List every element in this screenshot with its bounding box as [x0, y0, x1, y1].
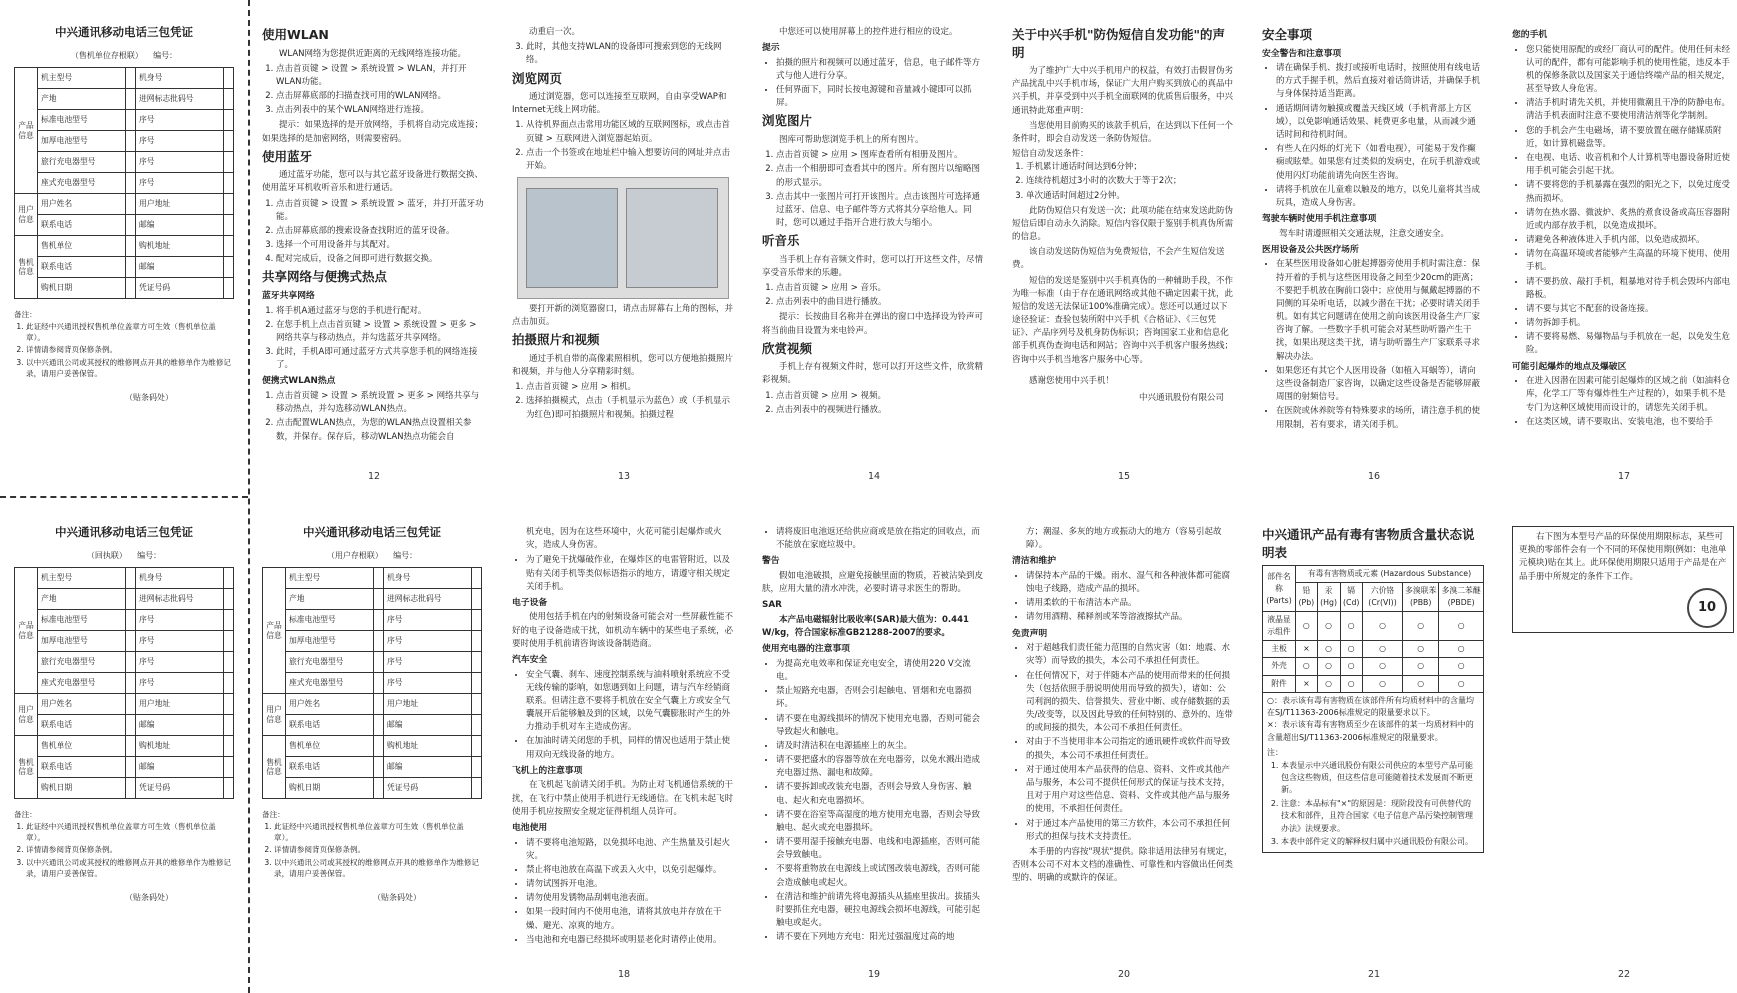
page-13: 动重启一次。 3. 此时，其他支持WLAN的设备即可搜索到您的无线网络。 浏览网页 通过浏览器，您可以连接至互联网，自由享受WAP和Internet无线上网功能。 1. 从待机界面点击常用功能区域的互联网图标，或点击首页键 > 互联网进入浏览器起始页。 2. 点击一个书签或在地址栏中输入想要访问的网址并点击开始。 要打开新的浏览器窗口，请点击屏幕右上角的图标，并点击加页。 拍摄照片和视频 通过手机自带的高像素照相机，您可以方便地拍摄照片和视频，并与他人分享精彩时刻。 1. 点击首页键 > 应用 > 相机。 2. 选择拍摄模式，点击（手机显示为蓝色）或（手机显示为红色)即可拍摄照片和视频。拍摄过程	[512, 26, 734, 466]
page-15: 关于中兴手机"防伪短信自发功能"的声明 为了维护广大中兴手机用户的权益，有效打击假冒伪劣产品扰乱中兴手机市场，保证广大用户购买到放心的真品中兴手机，并享受到中兴手机全面联网的优质售后服务，中兴通讯特此郑重声明： 当您使用目前购买的该款手机后，在达到以下任何一个条件时，即会自动发送一条防伪短信。 短信自动发送条件： 1. 手机累计通话时间达到6分钟； 2. 连续待机超过3小时的次数大于等于2次； 3. 单次通话时间超过2分钟。 此防伪短信只有发送一次；此项功能在结束发送此防伪短信后即自动永久消除。短信内容仅限于鉴别手机真伪所需的信息。 该自动发送防伪短信为免费短信，不会产生短信发送费。 短信的发送是鉴别中兴手机真伪的一种辅助手段，不作为唯一标准（由于存在通讯网络或其他不确定因素干扰，此短信的发送无法保证100%准确完成）。您还可以通过以下途径验证：查验包装所附中兴手机《合格证》、《三包凭证》、产品序列号及机身防伪标识；咨询国家工业和信息化部手机真伪查询电话和网站；咨询中兴手机客户服务热线；咨询中兴手机当地客户服务中心等。 感谢您使用中兴手机！ 中兴通讯股份有限公司	[1012, 26, 1234, 466]
page-12: 使用WLAN WLAN网络为您提供近距离的无线网络连接功能。 1. 点击首页键 > 设置 > 系统设置 > WLAN，并打开WLAN功能。 2. 点击屏幕底部的扫描查找可用的WLAN网络。 3. 点击列表中的某个WLAN网络进行连接。 提示：如果选择的是开放网络，手机将自动完成连接；如果选择的是加密网络，则需要密码。 使用蓝牙 通过蓝牙功能，您可以与其它蓝牙设备进行数据交换、使用蓝牙耳机收听音乐和进行通话。 1. 点击首页键 > 设置 > 系统设置 > 蓝牙，并打开蓝牙功能。 2. 点击屏幕底部的搜索设备查找附近的蓝牙设备。 3. 选择一个可用设备并与其配对。 4. 配对完成后，设备之间即可进行数据交换。 共享网络与便携式热点 蓝牙共享网络 1. 将手机A通过蓝牙与您的手机进行配对。 2. 在您手机上点击首页键 > 设置 > 系统设置 > 更多 > 网络共享与移动热点，并勾选蓝牙共享网络。 3. 此时，手机A即可通过蓝牙方式共享您手机的网络连接了。 便携式WLAN热点 1. 点击首页键 > 设置 > 系统设置 > 更多 > 网络共享与移动热点，并勾选移动WLAN热点。 2. 点击配置WLAN热点，为您的WLAN热点设置相关参数，并保存。保存后，移动WLAN热点功能会自	[262, 26, 484, 466]
eco-period-badge-icon: 10	[1687, 588, 1727, 628]
page-number: 14	[867, 471, 881, 482]
voucher-title: 中兴通讯移动电话三包凭证	[303, 525, 441, 539]
voucher-table: 产品信息 机主型号 机身号 产地 进网标志批码号 标准电池型号 序号 加厚电池型号 序号 旅行充电器型号 序号 座式充电器型号 序号 用户信息 用户姓名 用户地址 联系电话 邮编 售机信息 售机单位 购机地址 联系电话 邮编 购机日期 凭证号码	[262, 567, 482, 799]
voucher-sub-right: 编号：	[153, 50, 178, 60]
cut-line-horizontal	[0, 496, 248, 498]
page-number: 15	[1117, 471, 1131, 482]
voucher-top	[14, 24, 234, 464]
voucher-notes: 备注： 1. 此证经中兴通讯授权售机单位盖章方可生效（售机单位盖章）。 2. 详情请参阅背页保修条例。 3. 以中兴通讯公司或其授权的维修网点开具的维修单作为维修记录，请用户妥善保管。	[262, 809, 482, 879]
page-21: 中兴通讯产品有毒有害物质含量状态说明表 部件名称(Parts) 有毒有害物质或元素 (Hazardous Substance) 铅(Pb) 汞(Hg) 镉(Cd) 六价铬(Cr(VI)) 多溴联苯(PBB) 多溴二苯醚(PBDE) 液晶显示组件 ○ ○ ○ ○ ○ ○ 主板 × ○ ○ ○ ○ ○ 外壳 ○ ○ ○ ○ ○ ○ 附件 × ○ ○ ○ ○ ○ ○：表示该有毒有害物质在该部件所有均质材料中的含量均在SJ/T11363-2006标准规定的限量要求以下。 ×：表示该有毒有害物质至少在该部件的某一均质材料中的含量超出SJ/T11363-2006标准规定的限量要求。 注： 1. 本表显示中兴通讯股份有限公司供应的本型号产品可能包含这些物质，但这些信息可能随着技术发展而不断更新。 2. 注意：本品标有"×"的原因是：现阶段没有可供替代的技术和部件，且符合国家《电子信息产品污染控制管理办法》法规要求。 3. 本表中部件定义的解释权归属中兴通讯股份有限公司。	[1262, 526, 1484, 962]
eco-notice-box: 右下图为本型号产品的环保使用期限标志，某些可更换的零部件会有一个不同的环保使用期(例如：电池单元模块)贴在其上。此环保使用期限只适用于产品是在产品手册中所规定的条件下工作。 10	[1512, 526, 1734, 633]
voucher-table: 产品信息 机主型号 机身号 产地 进网标志批码号 标准电池型号 序号 加厚电池型号 序号 旅行充电器型号 序号 座式充电器型号 序号 用户信息 用户姓名 用户地址 联系电话 邮编 售机信息 售机单位 购机地址 联系电话 邮编 购机日期 凭证号码	[14, 567, 234, 799]
barcode-placeholder: （贴条码处）	[125, 392, 173, 402]
page-19: • 请将废旧电池返还给供应商或是放在指定的回收点，而不能放在家庭垃圾中。 警告 假如电池破损，应避免接触里面的物质，若被沾染到皮肤，应用大量的清水冲洗，必要时请寻求医生的帮助。 SAR 本产品电磁辐射比吸收率(SAR)最大值为：0.441 W/kg，符合国家标准GB21288-2007的要求。 使用充电器的注意事项 • 为提高充电效率和保证充电安全，请使用220 V交流电。 • 禁止短路充电器，否则会引起触电、冒烟和充电器损坏。 • 请不要在电源线损坏的情况下使用充电器，否则可能会导致起火和触电。 • 请及时清洁积在电源插座上的灰尘。 • 请不要把盛水的容器等放在充电器旁，以免水溅出造成充电器过热、漏电和故障。 • 请不要拆卸或改装充电器，否则会导致人身伤害、触电、起火和充电器损坏。 • 请不要在浴室等高湿度的地方使用充电器，否则会导致触电、起火或充电器损坏。 • 请不要用湿手接触充电器、电线和电源插座，否则可能会导致触电。 • 不要将重物放在电源线上或试图改装电源线，否则可能会造成触电或起火。 • 在清洁和维护前请先将电源插头从插座里拔出。拔插头时要抓住充电器，硬拉电源线会损坏电源线，可能引起触电或起火。 • 请不要在下列地方充电：阳光过强温度过高的地	[762, 526, 984, 962]
page-16: 安全事项 安全警告和注意事项 • 请在确保手机、拨打或接听电话时，按照使用有线电话的方式手握手机，然后直接对着话筒讲话，并确保手机与身体保持适当距离。 • 通话期间请勿触摸或覆盖天线区域（手机背部上方区域），以免影响通话效果、耗费更多电量，从而减少通话时间和待机时间。 • 有些人在闪烁的灯光下（如看电视），可能易于发作癫痫或眩晕。如果您有过类似的发病史，在玩手机游戏或使用闪灯功能前请先向医生咨询。 • 请将手机放在儿童难以触及的地方，以免儿童将其当成玩具，造成人身伤害。 驾驶车辆时使用手机注意事项 驾车时请遵照相关交通法规，注意交通安全。 医用设备及公共医疗场所 • 在某些医用设备如心脏起搏器旁使用手机时需注意：保持开着的手机与这些医用设备之间至少20cm的距离；不要把手机放在胸前口袋中；应使用与佩戴起搏器的不同侧的耳朵听电话，以减少潜在干扰；必要时请关闭手机。如有其它问题请在使用之前向该医用设备生产厂家咨询了解。一些数字手机可能会对某些助听器产生干扰，如果出现这类干扰，请与助听器生产厂家联系寻求解决办法。 • 如果您还有其它个人医用设备（如植入耳蜗等），请向这些设备制造厂家咨询，以确定这些设备是否能够屏蔽周围的射频信号。 • 在医院或休养院等有特殊要求的场所，请注意手机的使用限制，若有要求，请关闭手机。	[1262, 26, 1484, 466]
barcode-placeholder: （贴条码处）	[125, 892, 173, 902]
voucher-table: 产品信息 机主型号 机身号 产地 进网标志批码号 标准电池型号 序号 加厚电池型号 序号 旅行充电器型号 序号 座式充电器型号 序号 用户信息 用户姓名 用户地址 联系电话 邮编 售机信息 售机单位 购机地址 联系电话 邮编 购机日期 凭证号码	[14, 67, 234, 299]
page-number: 22	[1617, 969, 1631, 980]
table-row: 外壳 ○ ○ ○ ○ ○ ○	[1263, 658, 1484, 675]
voucher-sub-left: （售机单位存根联）	[70, 50, 143, 60]
table-row: 主板 × ○ ○ ○ ○ ○	[1263, 641, 1484, 658]
voucher-notes: 备注： 1. 此证经中兴通讯授权售机单位盖章方可生效（售机单位盖章）。 2. 详情请参阅背页保修条例。 3. 以中兴通讯公司或其授权的维修网点开具的维修单作为维修记录，请用户妥善保管。	[14, 809, 234, 879]
page-number: 13	[617, 471, 631, 482]
page-22	[1512, 526, 1734, 962]
page-number: 20	[1117, 969, 1131, 980]
page-number: 17	[1617, 471, 1631, 482]
page-18: 机充电，因为在这些环境中，火花可能引起爆炸或火灾，造成人身伤害。 • 为了避免干扰爆破作业，在爆炸区的电雷管附近，以及贴有关闭手机等类似标语指示的地方，请遵守相关规定关闭手机。 电子设备 使用包括手机在内的射频设备可能会对一些屏蔽性能不好的电子设备造成干扰，如机动车辆中的某些电子系统，必要时使用手机前请咨询该设备制造商。 汽车安全 • 安全气囊、刹车、速度控制系统与油料喷射系统应不受无线传输的影响，如您遇到如上问题，请与汽车经销商联系。但请注意不要将手机放在安全气囊上方或安全气囊展开后能够触及到的区域，以免气囊膨胀时产生的外力推动手机对车主造成伤害。 • 在加油时请关闭您的手机，同样的情况也适用于禁止使用双向无线设备的地方。 飞机上的注意事项 在飞机起飞前请关闭手机。为防止对飞机通信系统的干扰，在飞行中禁止使用手机进行无线通信。在飞机未起飞时使用手机应按照安全规定征得机组人员许可。 电池使用 • 请不要将电池短路，以免损坏电池、产生热量及引起火灾。 • 禁止将电池放在高温下或丢入火中，以免引起爆炸。 • 请勿试图拆开电池。 • 请勿使用发锈物品刮刺电池表面。 • 如果一段时间内不使用电池，请将其放电并存放在干燥、避光、凉爽的地方。 • 当电池和充电器已经损坏或明显老化时请停止使用。	[512, 526, 734, 962]
page-number: 18	[617, 969, 631, 980]
page-14: 中您还可以使用屏幕上的控件进行相应的设定。 提示 • 拍摄的照片和视频可以通过蓝牙，信息，电子邮件等方式与他人进行分享。 • 任何界面下，同时长按电源键和音量减小键即可以抓屏。 浏览图片 图库可帮助您浏览手机上的所有图片。 1. 点击首页键 > 应用 > 图库查看所有相册及图片。 2. 点击一个相册即可查看其中的图片。所有图片以缩略图的形式显示。 3. 点击其中一张图片可打开该图片。点击该图片可选择通过蓝牙、信息、电子邮件等方式将其分享给他人。同时，您可以通过手指开合进行放大与缩小。 听音乐 当手机上存有音频文件时，您可以打开这些文件，尽情享受音乐带来的乐趣。 1. 点击首页键 > 应用 > 音乐。 2. 点击列表中的曲目进行播放。 提示：长按曲目名称并在弹出的窗口中选择设为铃声可将当前曲目设置为来电铃声。 欣赏视频 手机上存有视频文件时，您可以打开这些文件，欣赏精彩视频。 1. 点击首页键 > 应用 > 视频。 2. 点击列表中的视频进行播放。	[762, 26, 984, 466]
browser-gesture-image	[517, 177, 729, 299]
cut-line-vertical	[248, 0, 250, 993]
table-row: 液晶显示组件 ○ ○ ○ ○ ○ ○	[1263, 612, 1484, 641]
hazard-table: 部件名称(Parts) 有毒有害物质或元素 (Hazardous Substance) 铅(Pb) 汞(Hg) 镉(Cd) 六价铬(Cr(VI)) 多溴联苯(PBB) 多溴二苯醚(PBDE) 液晶显示组件 ○ ○ ○ ○ ○ ○ 主板 × ○ ○ ○ ○ ○ 外壳 ○ ○ ○ ○ ○ ○ 附件 × ○ ○ ○ ○ ○	[1262, 565, 1484, 693]
barcode-placeholder: （贴条码处）	[373, 892, 421, 902]
voucher-title: 中兴通讯移动电话三包凭证	[55, 25, 193, 39]
page-20: 方；潮湿、多灰的地方或振动大的地方（容易引起故障）。 清洁和维护 • 请保持本产品的干燥。雨水、湿气和各种液体都可能腐蚀电子线路，造成产品的损坏。 • 请用柔软的干布清洁本产品。 • 请勿用酒精、稀释剂或苯等溶液擦拭产品。 免责声明 • 对于超越我们责任能力范围的自然灾害（如：地震、水灾等）而导致的损失，本公司不承担任何责任。 • 在任何情况下，对于伴随本产品的使用而带来的任何损失（包括依照手册说明使用而导致的损失），诸如：公司利润的损失、信誉损失、营业中断、或存储数据的丢失/改变等，以及因此导致的任何特别的、意外的、连带的或间接的损失，本公司不承担任何责任。 • 对由于不当使用非本公司指定的通讯硬件或软件而导致的损失，本公司不承担任何责任。 • 对于通过使用本产品获得的信息、资料、文件或其他产品与服务，本公司不提供任何形式的保证与技术支持，且对于用户对这些信息、资料、文件或其他产品与服务的使用，不承担任何责任。 • 对于通过本产品使用的第三方软件，本公司不承担任何形式的担保与技术支持责任。 本手册的内容按"现状"提供。除非适用法律另有规定，否则本公司不对本文档的准确性、可靠性和内容做出任何类型的、明确的或默许的保证。	[1012, 526, 1234, 962]
voucher-title: 中兴通讯移动电话三包凭证	[55, 525, 193, 539]
page-17: 您的手机 • 您只能使用原配的或经厂商认可的配件。使用任何未经认可的配件，都有可能影响手机的使用性能，违反本手机的保修条款以及国家关于通信终端产品的相关规定，甚至导致人身危害。 • 清洁手机时请先关机，并使用微潮且干净的防静电布。清洁手机表面时注意不要使用清洁剂等化学制剂。 • 您的手机会产生电磁场，请不要放置在磁存储媒质附近，如计算机磁盘等。 • 在电视、电话、收音机和个人计算机等电器设备附近使用手机可能会引起干扰。 • 请不要将您的手机暴露在强烈的阳光之下，以免过度受热而损坏。 • 请勿在热水器、微波炉、炙热的煮食设备或高压容器附近或内部存放手机，以免造成损坏。 • 请避免各种液体进入手机内部，以免造成损坏。 • 请勿在高温环境或者能够产生高温的环境下使用、使用手机。 • 请不要扔放、敲打手机，粗暴地对待手机会毁坏内部电路板。 • 请不要与其它不配套的设备连接。 • 请勿拆卸手机。 • 请不要将易燃、易爆物品与手机放在一起，以免发生危险。 可能引起爆炸的地点及爆破区 • 在进入因潜在因素可能引起爆炸的区域之前（如油料仓库，化学工厂等有爆炸性生产过程的），如果手机不是专门为这种区域使用而设计的，请您先关闭手机。 • 在这类区域，请不要取出、安装电池，也不要给手	[1512, 26, 1734, 466]
table-row: 附件 × ○ ○ ○ ○ ○	[1263, 675, 1484, 692]
page-number: 16	[1367, 471, 1381, 482]
voucher-bottom-left: 中兴通讯移动电话三包凭证 （回执联） 编号： 产品信息 机主型号 机身号 产地 进网标志批码号 标准电池型号 序号 加厚电池型号 序号 旅行充电器型号 序号 座式充电器型号 序号 用户信息 用户姓名 用户地址 联系电话 邮编 售机信息 售机单位 购机地址 联系电话 邮编 购机日期 凭证号码 备注： 1. 此证经中兴通讯授权售机单位盖章方可生效（售机单位盖章）。 2. 详情请参阅背页保修条例。 3. 以中兴通讯公司或其授权的维修网点开具的维修单作为维修记录，请用户妥善保管。 （贴条码处）	[14, 524, 234, 964]
voucher-notes: 备注： 1. 此证经中兴通讯授权售机单位盖章方可生效（售机单位盖章）。 2. 详情请参阅背页保修条例。 3. 以中兴通讯公司或其授权的维修网点开具的维修单作为维修记录，请用户妥善保管。	[14, 309, 234, 379]
voucher-user-copy: 中兴通讯移动电话三包凭证 （用户存根联） 编号： 产品信息 机主型号 机身号 产地 进网标志批码号 标准电池型号 序号 加厚电池型号 序号 旅行充电器型号 序号 座式充电器型号 序号 用户信息 用户姓名 用户地址 联系电话 邮编 售机信息 售机单位 购机地址 联系电话 邮编 购机日期 凭证号码 备注： 1. 此证经中兴通讯授权售机单位盖章方可生效（售机单位盖章）。 2. 详情请参阅背页保修条例。 3. 以中兴通讯公司或其授权的维修网点开具的维修单作为维修记录，请用户妥善保管。 （贴条码处）	[262, 524, 482, 964]
page-number: 21	[1367, 969, 1381, 980]
hazard-notes: ○：表示该有毒有害物质在该部件所有均质材料中的含量均在SJ/T11363-2006标准规定的限量要求以下。 ×：表示该有毒有害物质至少在该部件的某一均质材料中的含量超出SJ/T11363-2006标准规定的限量要求。 注： 1. 本表显示中兴通讯股份有限公司供应的本型号产品可能包含这些物质，但这些信息可能随着技术发展而不断更新。 2. 注意：本品标有"×"的原因是：现阶段没有可供替代的技术和部件，且符合国家《电子信息产品污染控制管理办法》法规要求。 3. 本表中部件定义的解释权归属中兴通讯股份有限公司。	[1262, 693, 1484, 854]
page-number: 12	[367, 471, 381, 482]
page-number: 19	[867, 969, 881, 980]
